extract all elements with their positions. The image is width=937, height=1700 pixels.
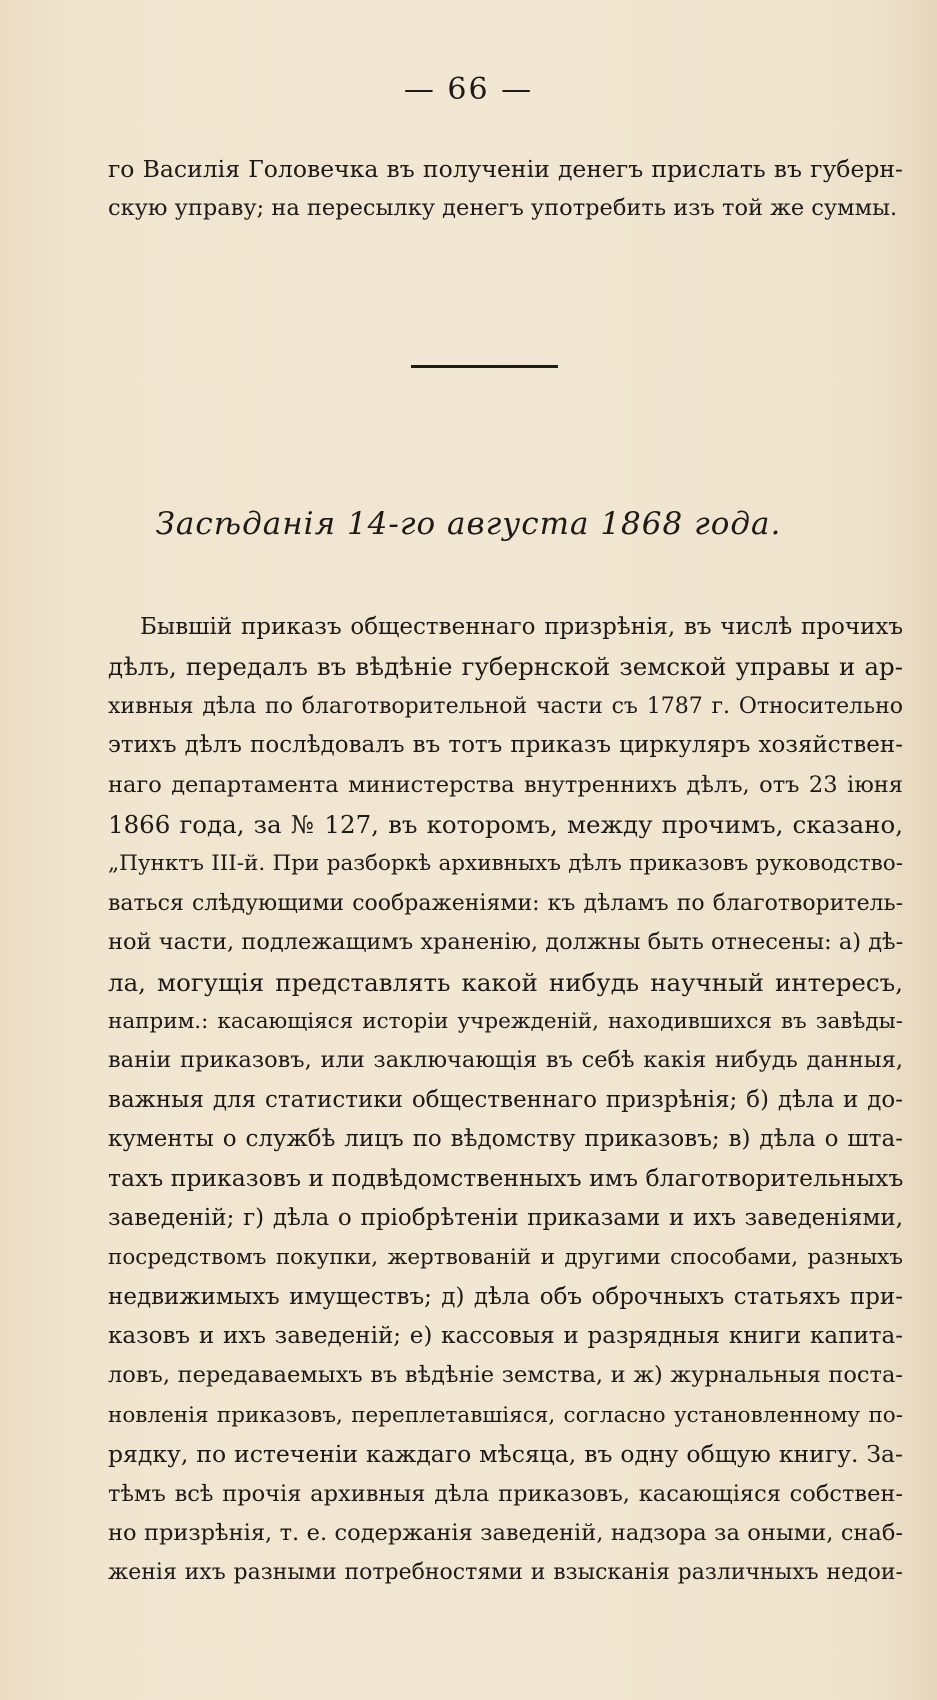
text-line: но призрѣнія, т. е. содержанія заведеній, надзора за оными, снаб- <box>108 1519 903 1546</box>
text-line: скую управу; на пересылку денегъ употребить изъ той же суммы. <box>108 195 898 222</box>
text-line: Бывшій приказъ общественнаго призрѣнія, въ числѣ прочихъ <box>140 614 903 640</box>
text-line: дѣлъ, передалъ въ вѣдѣніе губернской земской управы и ар- <box>108 652 903 682</box>
text-line: посредствомъ покупки, жертвованій и другими способами, разныхъ <box>108 1245 903 1271</box>
text-line: ной части, подлежащимъ храненію, должны быть отнесены: а) дѣ- <box>108 929 904 956</box>
page-number: — 66 — <box>403 72 534 107</box>
text-line: казовъ и ихъ заведеній; е) кассовыя и разрядныя книги капита- <box>108 1323 903 1350</box>
text-line: этихъ дѣлъ послѣдовалъ въ тотъ приказъ циркуляръ хозяйствен- <box>108 732 903 759</box>
text-line: женія ихъ разными потребностями и взысканія различныхъ недои- <box>108 1560 903 1586</box>
text-line: недвижимыхъ имуществъ; д) дѣла объ оброчныхъ статьяхъ при- <box>108 1283 903 1310</box>
text-line: го Василія Головечка въ полученіи денегъ прислать въ губерн- <box>108 155 903 183</box>
continuation-paragraph <box>108 150 903 229</box>
text-line: ваться слѣдующими соображеніями: къ дѣламъ по благотворитель- <box>108 890 903 916</box>
text-line: ловъ, передаваемыхъ въ вѣдѣніе земства, и ж) журнальныя поста- <box>108 1362 903 1389</box>
text-line: наго департамента министерства внутреннихъ дѣлъ, отъ 23 іюня <box>108 771 903 798</box>
text-line: ваніи приказовъ, или заключающія въ себѣ какія нибудь данныя, <box>108 1047 903 1074</box>
text-line: ла, могущія представлять какой нибудь научный интересъ, <box>108 967 903 997</box>
text-line: новленія приказовъ, переплетавшіяся, согласно установленному по- <box>108 1402 903 1428</box>
text-line: рядку, по истеченіи каждаго мѣсяца, въ одну общую книгу. За- <box>108 1440 903 1469</box>
body-paragraph <box>108 608 903 1593</box>
text-line: тѣмъ всѣ прочія архивныя дѣла приказовъ, касающіяся собствен- <box>108 1480 903 1507</box>
text-line: „Пунктъ III-й. При разборкѣ архивныхъ дѣлъ приказовъ руководство- <box>108 851 903 877</box>
section-heading: Засѣданія 14-го августа 1868 года. <box>155 506 782 542</box>
text-line: наприм.: касающіяся исторіи учрежденій, находившихся въ завѣды- <box>108 1008 903 1034</box>
text-line: хивныя дѣла по благотворительной части съ 1787 г. Относительно <box>108 693 903 719</box>
text-line: тахъ приказовъ и подвѣдомственныхъ имъ благотворительныхъ <box>108 1164 904 1193</box>
text-line: кументы о службѣ лицъ по вѣдомству приказовъ; в) дѣла о шта- <box>108 1126 903 1153</box>
text-line: заведеній; г) дѣла о пріобрѣтеніи приказами и ихъ заведеніями, <box>108 1204 903 1231</box>
text-line: 1866 года, за № 127, въ которомъ, между прочимъ, сказано, <box>108 809 903 839</box>
text-line: важныя для статистики общественнаго призрѣнія; б) дѣла и до- <box>108 1086 903 1113</box>
section-divider <box>411 365 558 368</box>
